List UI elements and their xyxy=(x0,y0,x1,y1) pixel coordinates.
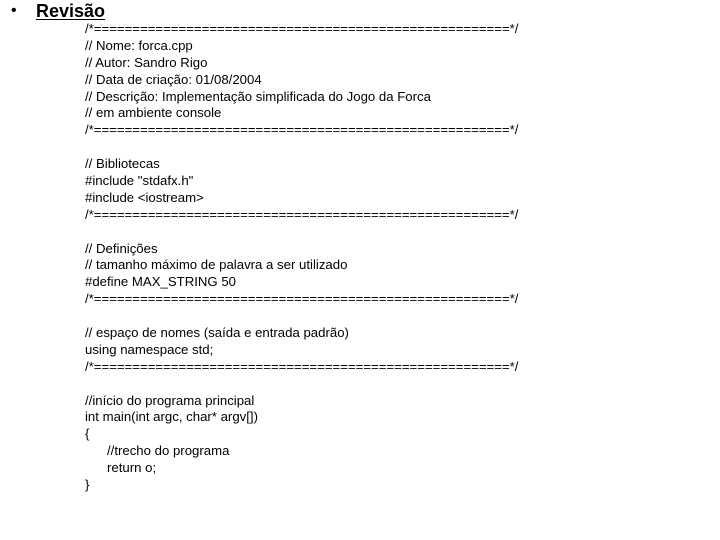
code-line: // em ambiente console xyxy=(85,105,222,121)
code-line: } xyxy=(85,477,90,493)
code-line: /*======================================================*/ xyxy=(85,358,519,374)
code-line: // Definições xyxy=(85,240,158,256)
code-line xyxy=(85,139,705,156)
code-line: // Descrição: Implementação simplificada do Jogo da Forca xyxy=(85,88,431,104)
code-line: // tamanho máximo de palavra a ser utilizado xyxy=(85,257,348,273)
code-line xyxy=(85,308,705,325)
code-line: // Autor: Sandro Rigo xyxy=(85,54,208,70)
code-line: //trecho do programa xyxy=(107,443,230,459)
code-line: //início do programa principal xyxy=(85,392,255,408)
code-line: { xyxy=(85,426,90,442)
code-line: using namespace std; xyxy=(85,341,214,357)
code-line: // Nome: forca.cpp xyxy=(85,37,193,53)
code-line: /*======================================================*/ xyxy=(85,122,519,138)
code-line: /*======================================================*/ xyxy=(85,291,519,307)
bullet-marker: • xyxy=(11,2,17,19)
code-line: int main(int argc, char* argv[]) xyxy=(85,409,258,425)
code-line: // espaço de nomes (saída e entrada padrão) xyxy=(85,325,349,341)
code-line: /*======================================================*/ xyxy=(85,21,519,36)
code-line: #include "stdafx.h" xyxy=(85,173,194,189)
code-listing xyxy=(85,21,705,494)
code-line xyxy=(85,376,705,393)
code-line: return o; xyxy=(107,460,157,476)
code-line xyxy=(85,224,705,241)
code-line: /*======================================================*/ xyxy=(85,206,519,222)
code-line: #define MAX_STRING 50 xyxy=(85,274,236,290)
slide-title: Revisão xyxy=(36,1,106,21)
code-line: #include <iostream> xyxy=(85,189,204,205)
code-line: // Data de criação: 01/08/2004 xyxy=(85,71,262,87)
code-line: // Bibliotecas xyxy=(85,156,160,172)
